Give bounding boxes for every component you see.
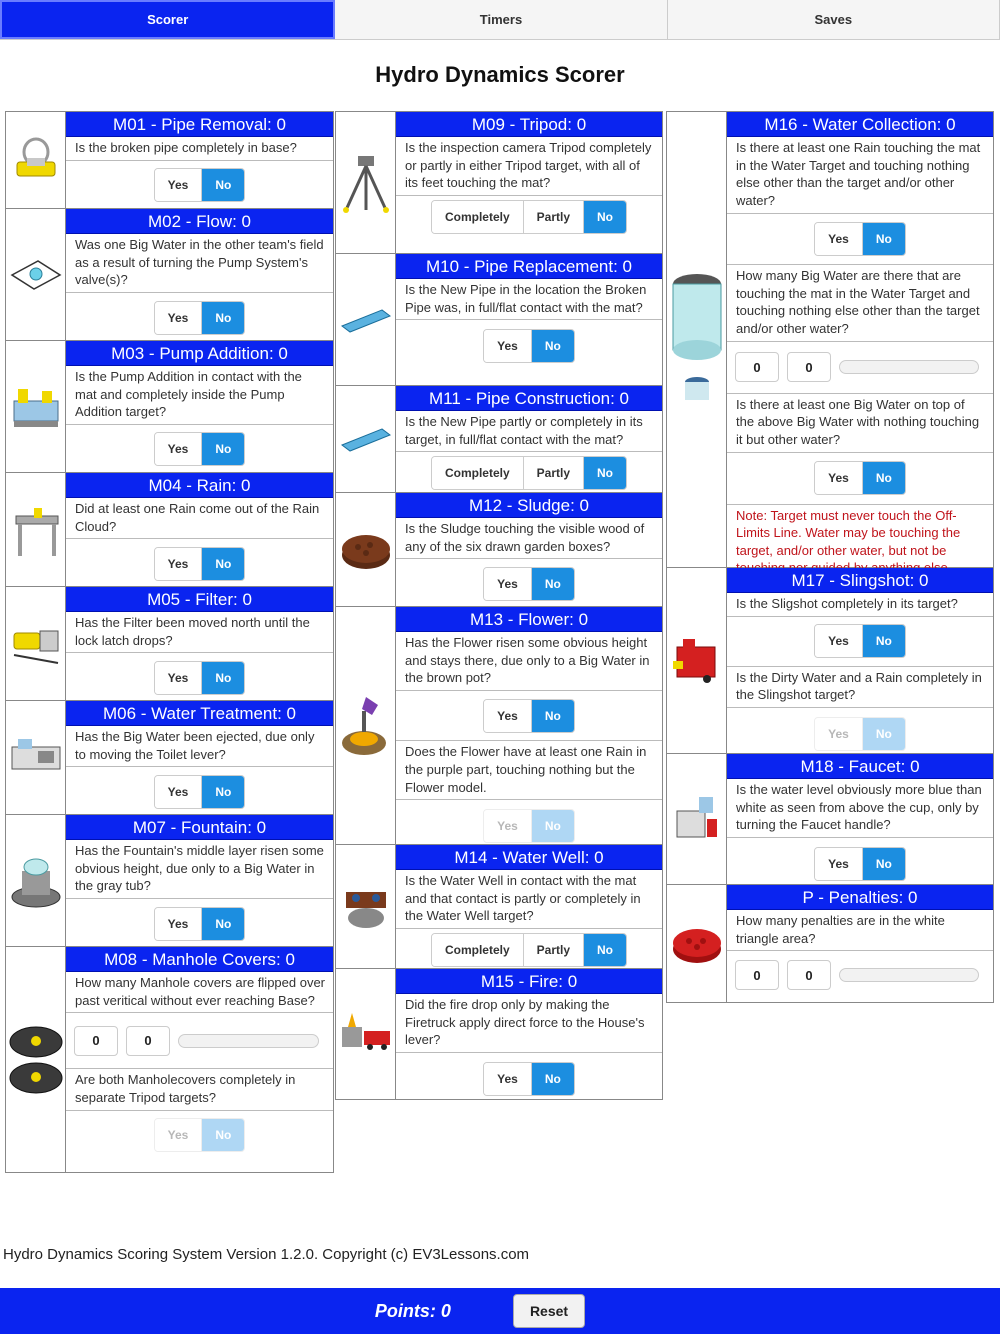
mission-question: Is the New Pipe partly or completely in its target, in full/flat contact with the mat? [396,411,662,452]
count-slider [727,960,993,990]
no-button[interactable]: No [532,1063,574,1095]
no-button[interactable]: No [202,433,244,465]
no-button[interactable]: No [202,1119,244,1151]
mission-m07 [6,815,333,947]
completely-partly-no-toggle [431,200,627,234]
yes-no-toggle [154,661,246,695]
mission-question: How many Manhole covers are flipped over past veritical without ever reaching Base? [66,972,333,1013]
water-well-model-image [336,845,396,968]
no-button[interactable]: No [863,718,905,750]
no-button[interactable]: No [202,776,244,808]
no-button[interactable]: No [532,568,574,600]
yes-no-toggle [814,222,906,256]
mission-question: Is the inspection camera Tripod completely or partly in either Tripod target, with all of its feet touching the mat? [396,137,662,196]
mission-penalties [667,885,993,1003]
mission-title: M18 - Faucet: 0 [727,754,993,779]
mission-question: Is the Sligshot completely in its target? [727,593,993,617]
no-button[interactable]: No [202,169,244,201]
mission-m03 [6,341,333,473]
pipe-construction-model-image [336,386,396,492]
mission-question: Is the water level obviously more blue than white as seen from above the cup, only by turning the Faucet handle? [727,779,993,838]
no-button[interactable]: No [532,330,574,362]
yes-button[interactable]: Yes [155,548,203,580]
yes-no-toggle [814,461,906,495]
mission-m11 [336,386,662,493]
no-button[interactable]: No [202,548,244,580]
yes-no-toggle-disabled [814,717,906,751]
no-button[interactable]: No [202,302,244,334]
footer-copyright: Hydro Dynamics Scoring System Version 1.2.0. Copyright (c) EV3Lessons.com [3,1246,530,1263]
mission-m08 [6,947,333,1173]
manhole-covers-model-image [6,947,66,1172]
mission-title: M13 - Flower: 0 [396,607,662,632]
count-value-box[interactable]: 0 [735,352,779,382]
mission-note: Note: Target must never touch the Off-Limits Line. Water may be touching the target, and/or other water, but not be [736,507,961,558]
yes-button[interactable]: Yes [815,462,863,494]
flow-model-image [6,209,66,340]
mission-m13 [336,607,662,845]
mission-question: Has the Flower risen some obvious height and stays there, due only to a Big Water in the brown pot? [396,632,662,691]
count-slider [727,352,993,382]
mission-title: M02 - Flow: 0 [66,209,333,234]
mission-m15 [336,969,662,1100]
tripod-model-image [336,112,396,253]
mission-title: M08 - Manhole Covers: 0 [66,947,333,972]
mission-title: M09 - Tripod: 0 [396,112,662,137]
no-button[interactable]: No [584,201,626,233]
slider-track[interactable] [839,968,979,982]
mission-question: Is there at least one Rain touching the mat in the Water Target and touching nothing else other than the target and/or other water? [727,137,993,214]
column-1 [5,111,334,1173]
filter-model-image [6,587,66,700]
mission-question: Is there at least one Big Water on top of the above Big Water with nothing touching it but other water? [727,394,993,453]
yes-button[interactable]: Yes [155,433,203,465]
yes-button[interactable]: Yes [484,1063,532,1095]
mission-question: Is the Water Well in contact with the mat and that contact is partly or completely in the Water Well target? [396,870,662,929]
slider-track[interactable] [178,1034,319,1048]
mission-m02 [6,209,333,341]
yes-no-toggle [483,567,575,601]
mission-m17 [667,568,993,754]
yes-no-toggle [154,301,246,335]
rain-cloud-model-image [6,473,66,586]
mission-title: M06 - Water Treatment: 0 [66,701,333,726]
water-collection-model-image [667,112,727,567]
mission-title: M12 - Sludge: 0 [396,493,662,518]
no-button[interactable]: No [584,934,626,966]
yes-button[interactable]: Yes [155,662,203,694]
completely-button[interactable]: Completely [432,201,524,233]
mission-title: M07 - Fountain: 0 [66,815,333,840]
no-button[interactable]: No [532,810,574,842]
tab-scorer[interactable]: Scorer [0,0,335,39]
yes-button[interactable]: Yes [484,568,532,600]
slider-track[interactable] [839,360,979,374]
mission-question: Has the Filter been moved north until the lock latch drops? [66,612,333,653]
yes-no-toggle [483,1062,575,1096]
partly-button[interactable]: Partly [524,457,584,489]
mission-question: Did the fire drop only by making the Firetruck apply direct force to the House's lever? [396,994,662,1053]
mission-question: Has the Fountain's middle layer risen some obvious height, due only to a Big Water in the gray tub? [66,840,333,899]
yes-no-toggle [154,547,246,581]
partly-button[interactable]: Partly [524,934,584,966]
mission-title: M15 - Fire: 0 [396,969,662,994]
count-value-box[interactable]: 0 [787,960,831,990]
reset-button[interactable]: Reset [513,1294,585,1328]
mission-title: M05 - Filter: 0 [66,587,333,612]
count-value-box[interactable]: 0 [126,1026,170,1056]
completely-partly-no-toggle [431,933,627,967]
yes-no-toggle [154,168,246,202]
penalty-disc-model-image [667,885,727,1002]
completely-partly-no-toggle [431,456,627,490]
pipe-model-image [6,112,66,208]
points-total: Points: 0 [374,1300,451,1321]
column-3 [666,111,994,1003]
mission-title: M03 - Pump Addition: 0 [66,341,333,366]
mission-m06 [6,701,333,815]
mission-question: Was one Big Water in the other team's field as a result of turning the Pump System's valve(s)? [66,234,333,293]
yes-no-toggle [154,907,246,941]
yes-no-toggle [814,624,906,658]
mission-title: M14 - Water Well: 0 [396,845,662,870]
mission-question: Is the broken pipe completely in base? [66,137,333,161]
yes-button[interactable]: Yes [484,330,532,362]
mission-title: M16 - Water Collection: 0 [727,112,993,137]
mission-title: M01 - Pipe Removal: 0 [66,112,333,137]
mission-question: Is the Sludge touching the visible wood of any of the six drawn garden boxes? [396,518,662,559]
fire-model-image [336,969,396,1099]
yes-button[interactable]: Yes [815,848,863,880]
completely-button[interactable]: Completely [432,457,524,489]
no-button[interactable]: No [863,223,905,255]
mission-title: P - Penalties: 0 [727,885,993,910]
partly-button[interactable]: Partly [524,201,584,233]
mission-title: M04 - Rain: 0 [66,473,333,498]
mission-m14 [336,845,662,969]
slingshot-model-image [667,568,727,753]
yes-button[interactable]: Yes [815,223,863,255]
no-button[interactable]: No [532,700,574,732]
mission-m18 [667,754,993,885]
mission-question: Are both Manholecovers completely in separate Tripod targets? [66,1069,333,1110]
no-button[interactable]: No [863,625,905,657]
yes-no-toggle [154,432,246,466]
mission-question: Did at least one Rain come out of the Rain Cloud? [66,498,333,539]
count-value-box[interactable]: 0 [74,1026,118,1056]
yes-button[interactable]: Yes [155,169,203,201]
mission-question: Is the Dirty Water and a Rain completely in the Slingshot target? [727,667,993,708]
mission-question: How many penalties are in the white triangle area? [727,910,993,951]
yes-no-toggle-disabled [483,809,575,843]
top-tabs [0,0,1000,40]
tab-timers[interactable]: Timers [335,0,667,39]
no-button[interactable]: No [863,462,905,494]
mission-m09 [336,112,662,254]
mission-m10 [336,254,662,386]
column-2 [335,111,663,1100]
mission-m04 [6,473,333,587]
faucet-model-image [667,754,727,884]
page-title: Hydro Dynamics Scorer [375,62,625,87]
mission-title: M11 - Pipe Construction: 0 [396,386,662,411]
mission-question: How many Big Water are there that are touching the mat in the Water Target and touching nothing else other than the target and/or other water? [727,265,993,342]
yes-no-toggle [154,775,246,809]
completely-button[interactable]: Completely [432,934,524,966]
yes-button[interactable]: Yes [155,1119,203,1151]
mission-question: Has the Big Water been ejected, due only to moving the Toilet lever? [66,726,333,767]
yes-no-toggle [814,847,906,881]
yes-button[interactable]: Yes [815,718,863,750]
yes-button[interactable]: Yes [484,810,532,842]
yes-button[interactable]: Yes [155,908,203,940]
no-button[interactable]: No [202,908,244,940]
yes-no-toggle [483,329,575,363]
mission-question: Is the New Pipe in the location the Broken Pipe was, in full/flat contact with the mat? [396,279,662,320]
tab-saves[interactable]: Saves [668,0,1000,39]
yes-button[interactable]: Yes [815,625,863,657]
no-button[interactable]: No [202,662,244,694]
yes-no-toggle-disabled [154,1118,246,1152]
mission-m16 [667,112,993,568]
pump-model-image [6,341,66,472]
yes-no-toggle [483,699,575,733]
bottom-points-bar [0,1288,1000,1334]
mission-title: M17 - Slingshot: 0 [727,568,993,593]
mission-question: Is the Pump Addition in contact with the mat and completely inside the Pump Addition target? [66,366,333,425]
count-value-box[interactable]: 0 [787,352,831,382]
mission-m05 [6,587,333,701]
count-slider [66,1026,333,1056]
sludge-model-image [336,493,396,606]
mission-m12 [336,493,662,607]
yes-button[interactable]: Yes [155,302,203,334]
mission-m01 [6,112,333,209]
yes-button[interactable]: Yes [484,700,532,732]
new-pipe-model-image [336,254,396,385]
mission-question: Does the Flower have at least one Rain in the purple part, touching nothing but the Flower model. [396,741,662,800]
fountain-model-image [6,815,66,946]
yes-button[interactable]: Yes [155,776,203,808]
water-treatment-model-image [6,701,66,814]
count-value-box[interactable]: 0 [735,960,779,990]
mission-title: M10 - Pipe Replacement: 0 [396,254,662,279]
flower-model-image [336,607,396,844]
no-button[interactable]: No [584,457,626,489]
no-button[interactable]: No [863,848,905,880]
